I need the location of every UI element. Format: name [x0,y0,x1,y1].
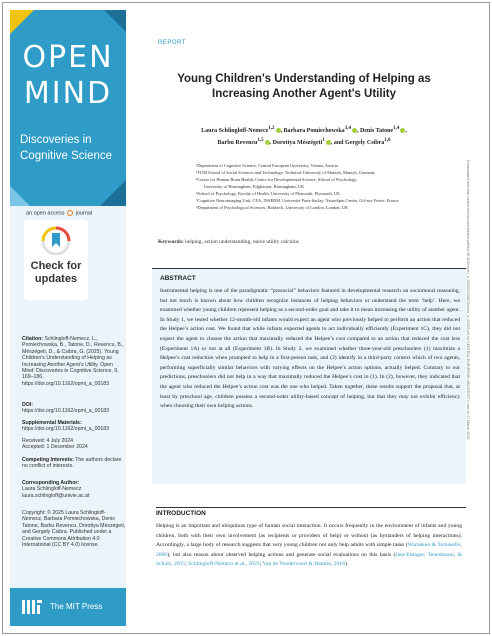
received-date: Received: 4 July 2024 [22,438,74,444]
dates-block [22,438,126,451]
supplemental-label: Supplemental Materials: [22,420,82,426]
logo-corner-decoration [10,186,30,206]
citation-link[interactable]: Jara-Ettinger, Tenenbaum, & Schulz, 2015 [156,551,462,568]
intro-text-run: ; [259,561,263,568]
orcid-icon[interactable] [400,128,405,133]
author-line-2: Barbu Revencu$^{1,5}$ , Dorottya Mészégeti$^1$ , and Gergely Csibra$^{1,6}$ [217,138,391,146]
competing-interests-block [22,457,126,470]
intro-text-run: ). [345,561,349,568]
intro-text-run: ; [185,561,189,568]
supplemental-block [22,420,126,433]
citation-link[interactable]: Van de Vondervoort & Hamlin, 2016 [262,561,345,568]
keywords [158,239,458,245]
open-access-icon [67,210,73,216]
mit-press-logo-icon [22,600,42,614]
logo-corner-decoration [10,10,34,34]
competing-text: The authors declare no conflict of interests. [22,457,122,470]
affiliation-line: University of Birmingham, Edgbaston, Birmingham, UK [204,184,305,189]
affiliation-line: ¹Department of Cognitive Science, Central European University, Vienna, Austria [196,163,338,168]
affiliation-line: ⁵Cognitive Neuroimaging Unit, CEA, INSERM, Université Paris-Saclay, NeuroSpin Center, Gif-sur-Yvette, France [196,198,399,203]
abstract-panel [152,268,466,484]
accepted-date: Accepted: 1 December 2024 [22,444,88,451]
download-watermark: Downloaded from http://direct.mit.edu/opmi/article-pdf/doi/10.1162/opmi_a_00183/2498133/opmi_a_00183.pdf by CENTRAL EUROPEAN UNIVERSITY user on 27 March 2025 [466,160,470,440]
author-name[interactable]: Dorottya Mészégeti [272,140,323,146]
article-type-label: REPORT [158,40,186,46]
oa-prefix: an [26,210,33,217]
orcid-icon[interactable] [265,140,270,145]
keywords-label: Keywords: [158,239,184,245]
citation-label: Citation: [22,336,44,342]
check-for-updates-button[interactable] [24,220,88,300]
orcid-icon[interactable] [326,140,331,145]
intro-text-run: Helping is an important and ubiquitous type of human social interaction. It occurs frequently in the environment of infants and young children, both with their own involvement (as recipients or providers of help) or without (as bystanders of helping interactions). Accordingly, a large body of research suggests that very young children not only help adults with simple tasks ( [156,523,462,549]
abstract-text: Instrumental helping is one of the paradigmatic “prosocial” behaviors featured in developmental research on sociomoral reasoning, but not much is known about how children recognize instances of helping behaviors or understand the term ‘help’. Here, we examined whether young children represent helping as a second-order goal and take it to mean increasing the utility of another agent. In Study 1, we tested whether 12-month-old infants would expect an agent who previously helped to perform an action that reduced the Helpee’s action cost. We found that while infants expected agents to act individually efficiently (Experiment 1C), they did not expect the agent to choose the action that maximally reduced the Helpee’s cost compared to an action that reduced the cost less (Experiment 1A) or not at all (Experiment 1B). In Study 2, we examined whether three-year-old preschoolers (1) maximize a Helpee’s cost reduction when prompted to help in a first-person task, and (2) identify in a third-party context which of two agents, performing superficially similar behaviors with varying effects on the Helpee’s action options, actually helped. Contrary to our predictions, preschoolers did not help in a way that maximally reduced the Helpee’s cost in (1). In (2), however, they indicated that the agent who reduced the Helpee’s action cost was the one who helped. Taken together, these results support the proposal that, at least by preschool age, children possess a second-order utility-based concept of helping, but that they may not exhibit efficiency when choosing their own helping actions. [160,288,460,410]
author-affil-sup: 1,2 [268,126,275,131]
introduction-heading: INTRODUCTION [156,507,466,517]
affiliation-line: ⁴School of Psychology, Faculty of Health, University of Plymouth, Plymouth, UK [196,191,341,196]
check-for-updates-icon [40,226,72,256]
logo-subtitle: Discoveries in Cognitive Science [20,134,113,162]
author-name[interactable]: Barbu Revencu [217,140,258,146]
supplemental-link[interactable]: https://doi.org/10.1162/opmi_a_00183 [22,426,110,433]
affiliation-line: ⁶Department of Psychological Sciences, Birkbeck, University of London, London, UK [196,205,349,210]
citation-block [22,336,126,387]
doi-block [22,402,126,415]
doi-label: DOI: [22,402,33,408]
publisher-name: The MIT Press [50,602,103,611]
affiliation-line: ³Centre for Human Brain Health, Centre for Developmental Science, School of Psychology, [196,177,358,182]
citation-link[interactable]: Warneken & Tomasello, 2006 [156,542,462,558]
copyright-text: Copyright: © 2025 Laura Schlingloff-Nemecz, Barbara Pomiechowska, Denis Tatone, Barbu Revencu, Dorottya Mészégeti, and Gergely Csibra. Published under a Creative Commons Attribution 4.0 International (CC BY 4.0) license. [22,510,126,549]
check-for-updates-label: Check for updates [30,260,82,285]
intro-text-run: ), but also reason about observed helping actions and generate social evaluations on this basis ( [167,551,396,558]
orcid-icon[interactable] [276,128,281,133]
journal-logo[interactable] [10,10,126,206]
corresponding-email[interactable]: laura.schlingloff@univie.ac.at [22,492,90,499]
corresponding-label: Corresponding Author: [22,480,80,486]
affiliation-line: ²TUM School of Social Sciences and Technology, Technical University of Munich, Munich, Germany [196,170,376,175]
sidebar [10,10,126,626]
abstract-heading: ABSTRACT [160,275,196,282]
doi-link[interactable]: https://doi.org/10.1162/opmi_a_00183 [22,408,110,415]
oa-suffix: journal [75,210,93,217]
author-name[interactable]: Barbara Pomiechowska [283,128,345,134]
logo-word-mind: MIND [23,76,113,111]
introduction-text [156,522,462,570]
keywords-text: helping, action understanding, naive utility calculus [185,239,299,245]
author-affil-sup: 1 [322,138,325,143]
author-affil-sup: 3,4 [344,126,351,131]
author-list [154,124,454,148]
open-access-line [26,210,92,216]
author-name[interactable]: Gergely Csibra [345,140,385,146]
publisher-banner[interactable] [10,588,126,626]
corresponding-author-block [22,480,126,499]
author-name[interactable]: Denis Tatone [359,128,394,134]
competing-label: Competing Interests: [22,457,74,463]
logo-word-open: OPEN [22,40,114,75]
affiliations [196,162,446,211]
author-affil-sup: 1,5 [257,138,264,143]
corresponding-name: Laura Schlingloff-Nemecz [22,486,82,493]
logo-corner-decoration [100,180,126,206]
author-affil-sup: 1,4 [393,126,400,131]
article-main [134,10,474,626]
citation-text: Schlingloff-Nemecz, L., Pomiechowska, B., Tatone, D., Revencu, B., Mészégeti, D., & Csibra, G. (2025). Young Children's Understanding of Helping as Increasing Another Agent's Utility. Open Mind: Discoveries in Cognitive Science, 9, 169–186. https://doi.org/10.1162/opmi_a_00183 [22,336,124,387]
oa-middle: open access [33,210,65,217]
copyright-block [22,510,126,548]
orcid-icon[interactable] [352,128,357,133]
author-line-1: Laura Schlingloff-Nemecz$^{1,2}$ , Barbara Pomiechowska$^{3,4}$ , Denis Tatone$^{1,4}$ , [201,126,407,134]
author-name[interactable]: Laura Schlingloff-Nemecz [201,128,269,134]
citation-link[interactable]: Schlingloff-Nemecz et al., 2023 [188,561,260,568]
article-title: Young Children's Understanding of Helping as Increasing Another Agent's Utility [177,73,431,100]
logo-corner-decoration [104,10,126,32]
author-affil-sup: 1,6 [384,138,391,143]
